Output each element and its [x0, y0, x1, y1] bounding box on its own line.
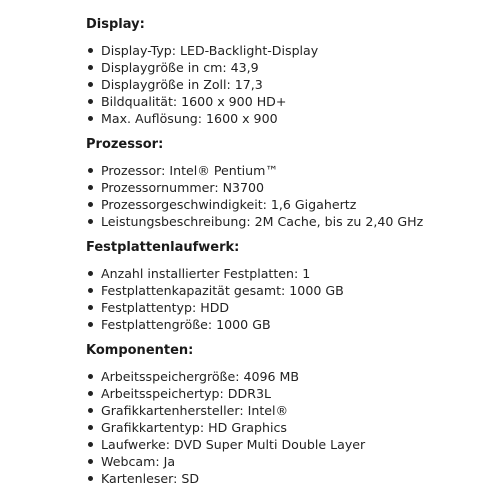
bullet-icon — [88, 219, 93, 224]
spec-text: Bildqualität: 1600 x 900 HD+ — [101, 94, 287, 109]
bullet-icon — [88, 459, 93, 464]
spec-text: Displaygröße in cm: 43,9 — [101, 60, 259, 75]
bullet-icon — [88, 185, 93, 190]
list-item — [86, 368, 365, 385]
bullet-icon — [88, 99, 93, 104]
spec-text: Prozessor: Intel® Pentium™ — [101, 163, 279, 178]
list-item — [86, 282, 344, 299]
list-item — [86, 453, 365, 470]
bullet-icon — [88, 442, 93, 447]
bullet-icon — [88, 288, 93, 293]
bullet-icon — [88, 425, 93, 430]
spec-text: Arbeitsspeichertyp: DDR3L — [101, 386, 271, 401]
spec-text: Festplattengröße: 1000 GB — [101, 317, 271, 332]
spec-text: Prozessornummer: N3700 — [101, 180, 265, 195]
list-item — [86, 213, 423, 230]
spec-text: Anzahl installierter Festplatten: 1 — [101, 266, 311, 281]
spec-list — [86, 42, 318, 127]
section-components — [86, 343, 466, 486]
spec-text: Festplattenkapazität gesamt: 1000 GB — [101, 283, 344, 298]
bullet-icon — [88, 65, 93, 70]
spec-list — [86, 368, 365, 487]
list-item — [86, 179, 423, 196]
bullet-icon — [88, 305, 93, 310]
bullet-icon — [88, 82, 93, 87]
spec-text: Display-Typ: LED-Backlight-Display — [101, 43, 319, 58]
bullet-icon — [88, 476, 93, 481]
section-heading: Komponenten: — [86, 343, 194, 358]
list-item — [86, 76, 318, 93]
spec-text: Leistungsbeschreibung: 2M Cache, bis zu 2,40 GHz — [101, 214, 424, 229]
spec-text: Displaygröße in Zoll: 17,3 — [101, 77, 263, 92]
spec-text: Kartenleser: SD — [101, 471, 200, 486]
section-processor — [86, 137, 466, 229]
spec-text: Grafikkartentyp: HD Graphics — [101, 420, 287, 435]
spec-text: Max. Auflösung: 1600 x 900 — [101, 111, 278, 126]
list-item — [86, 93, 318, 110]
list-item — [86, 299, 344, 316]
spec-text: Grafikkartenhersteller: Intel® — [101, 403, 289, 418]
spec-list — [86, 265, 344, 333]
list-item — [86, 42, 318, 59]
bullet-icon — [88, 322, 93, 327]
section-hard-drive — [86, 240, 466, 332]
list-item — [86, 196, 423, 213]
bullet-icon — [88, 202, 93, 207]
spec-text: Arbeitsspeichergröße: 4096 MB — [101, 369, 300, 384]
bullet-icon — [88, 271, 93, 276]
section-heading: Prozessor: — [86, 137, 164, 152]
bullet-icon — [88, 48, 93, 53]
bullet-icon — [88, 374, 93, 379]
list-item — [86, 110, 318, 127]
list-item — [86, 470, 365, 487]
list-item — [86, 402, 365, 419]
bullet-icon — [88, 168, 93, 173]
bullet-icon — [88, 116, 93, 121]
list-item — [86, 162, 423, 179]
spec-list — [86, 162, 423, 230]
list-item — [86, 59, 318, 76]
section-display — [86, 17, 466, 126]
list-item — [86, 436, 365, 453]
section-heading: Festplattenlaufwerk: — [86, 240, 240, 255]
bullet-icon — [88, 391, 93, 396]
list-item — [86, 385, 365, 402]
bullet-icon — [88, 408, 93, 413]
list-item — [86, 419, 365, 436]
spec-text: Laufwerke: DVD Super Multi Double Layer — [101, 437, 366, 452]
spec-text: Prozessorgeschwindigkeit: 1,6 Gigahertz — [101, 197, 357, 212]
spec-text: Webcam: Ja — [101, 454, 176, 469]
list-item — [86, 265, 344, 282]
spec-text: Festplattentyp: HDD — [101, 300, 230, 315]
list-item — [86, 316, 344, 333]
section-heading: Display: — [86, 17, 145, 32]
